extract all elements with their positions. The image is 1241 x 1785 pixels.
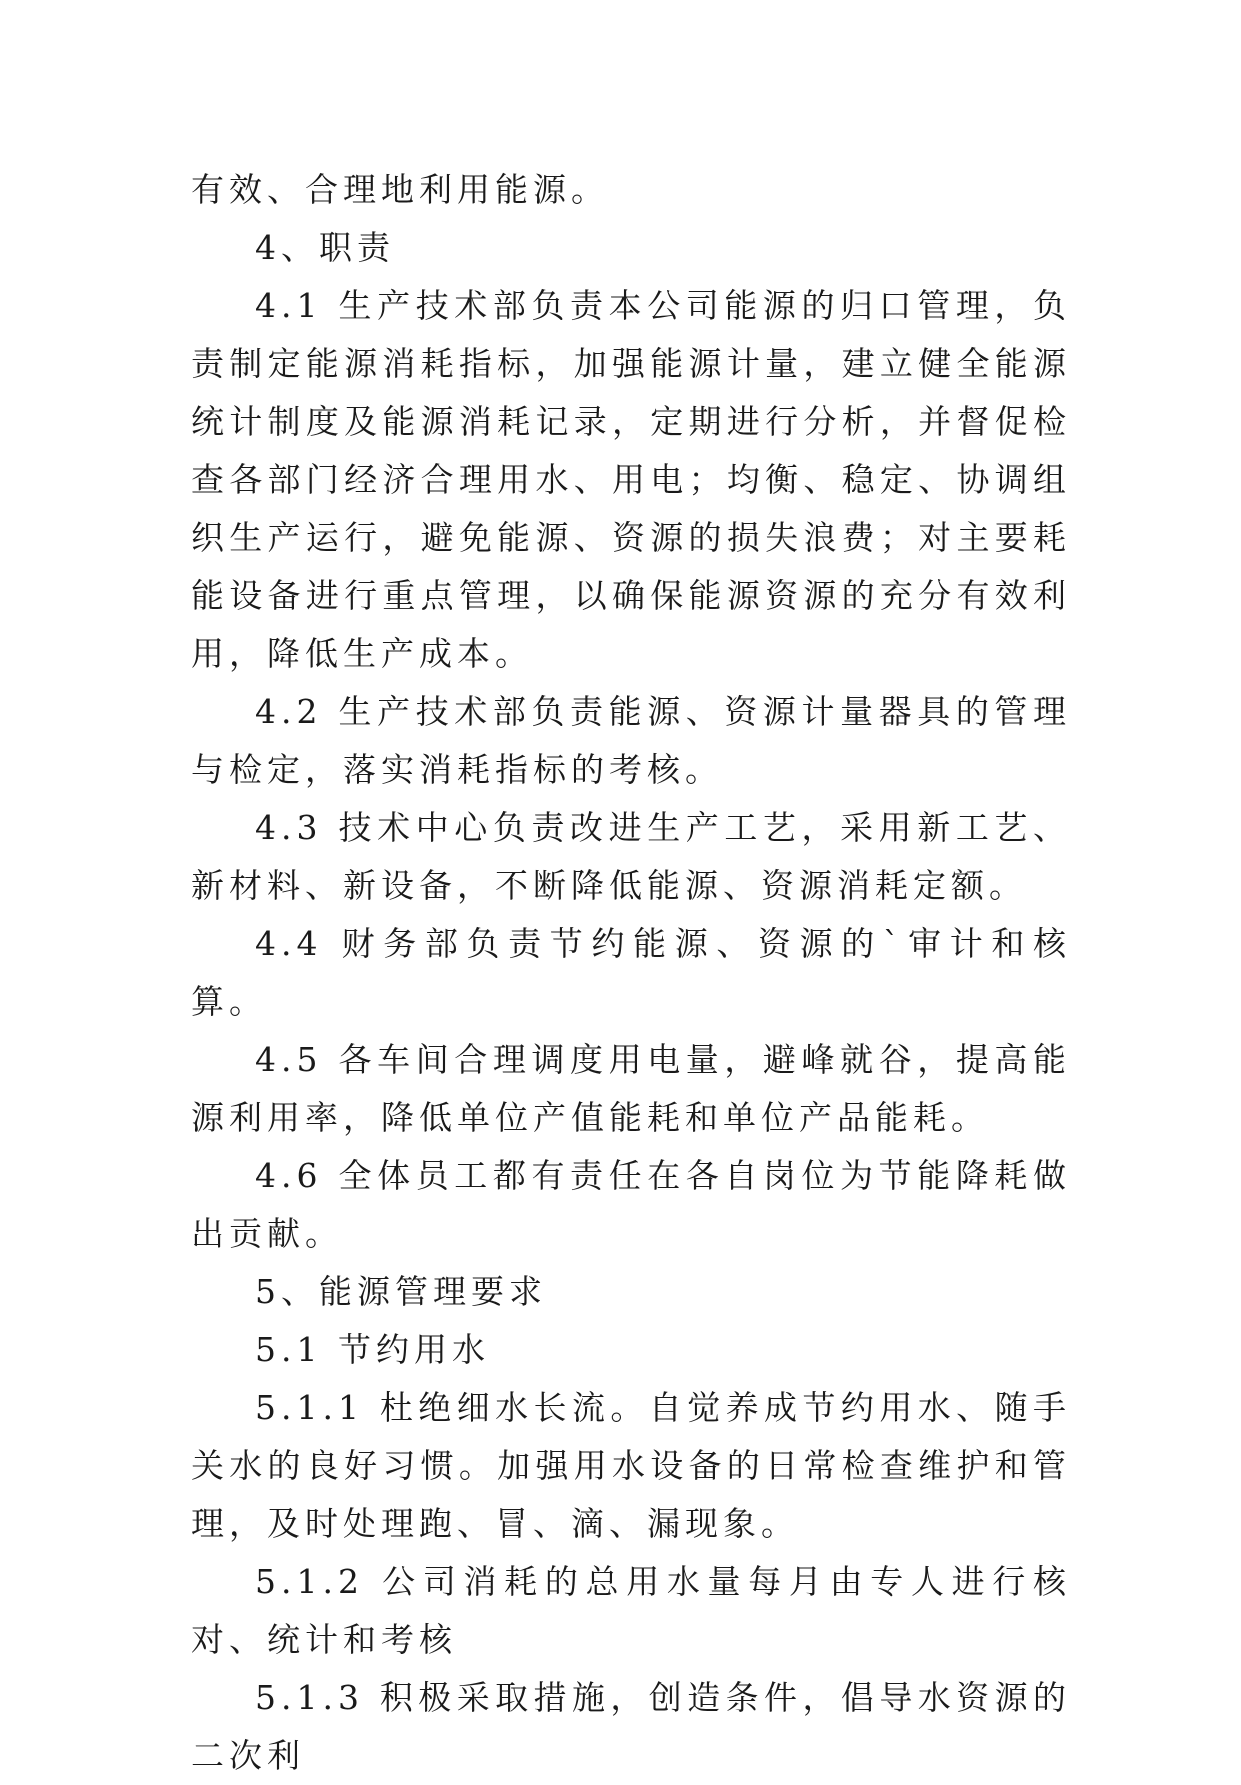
paragraph-5-1-2: 5.1.2 公司消耗的总用水量每月由专人进行核对、统计和考核 [191,1562,1071,1659]
paragraph-5-1-3: 5.1.3 积极采取措施，创造条件，倡导水资源的二次利 [191,1678,1071,1775]
document-body [191,161,1071,1785]
paragraph-4-3: 4.3 技术中心负责改进生产工艺，采用新工艺、新材料、新设备，不断降低能源、资源消耗定额。 [191,808,1071,905]
heading-water-saving: 5.1 节约用水 [255,1330,490,1369]
paragraph-4-2: 4.2 生产技术部负责能源、资源计量器具的管理与检定，落实消耗指标的考核。 [191,692,1071,789]
paragraph-4-4: 4.4 财务部负责节约能源、资源的`审计和核算。 [191,924,1071,1021]
paragraph-1: 有效、合理地利用能源。 [191,170,609,209]
heading-energy-requirements: 5、能源管理要求 [255,1272,547,1311]
heading-responsibilities: 4、职责 [255,228,395,267]
paragraph-5-1-1: 5.1.1 杜绝细水长流。自觉养成节约用水、随手关水的良好习惯。加强用水设备的日常检查维护和管理，及时处理跑、冒、滴、漏现象。 [191,1388,1071,1543]
paragraph-4-6: 4.6 全体员工都有责任在各自岗位为节能降耗做出贡献。 [191,1156,1071,1253]
paragraph-4-1: 4.1 生产技术部负责本公司能源的归口管理，负责制定能源消耗指标，加强能源计量，建立健全能源统计制度及能源消耗记录，定期进行分析，并督促检查各部门经济合理用水、用电；均衡、稳定、协调组织生产运行，避免能源、资源的损失浪费；对主要耗能设备进行重点管理，以确保能源资源的充分有效利用，降低生产成本。 [191,286,1071,673]
paragraph-4-5: 4.5 各车间合理调度用电量，避峰就谷，提高能源利用率，降低单位产值能耗和单位产品能耗。 [191,1040,1071,1137]
